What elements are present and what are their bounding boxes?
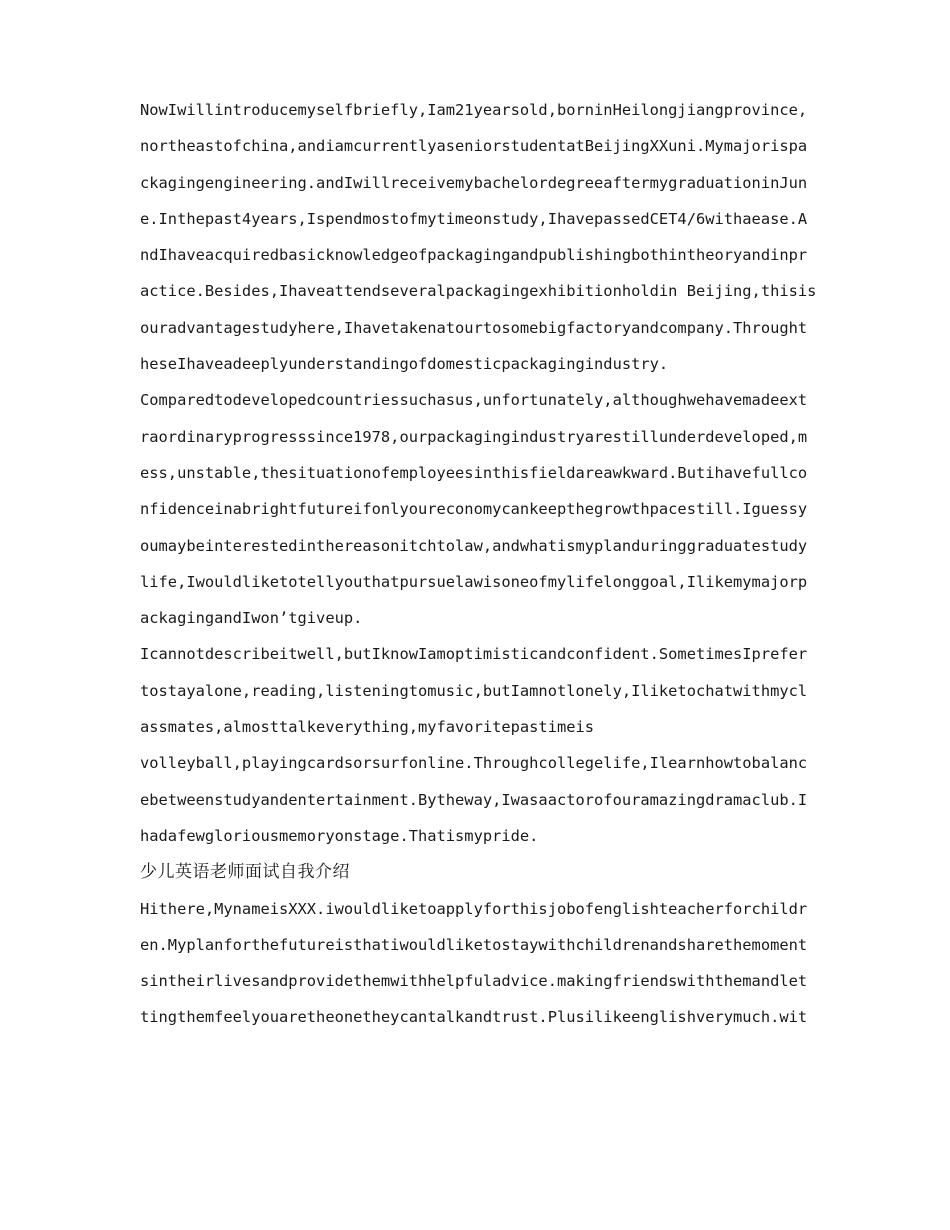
body-line: oumaybeinterestedinthereasonitchtolaw,andwhatismyplanduringgraduatestudy bbox=[140, 536, 808, 555]
body-line: tingthemfeelyouaretheonetheycantalkandtrust.Plusilikeenglishverymuch.wit bbox=[140, 1008, 808, 1027]
document-body bbox=[140, 92, 816, 1036]
body-line: ackagingandIwon’tgiveup. bbox=[140, 609, 363, 628]
body-line: hadafewgloriousmemoryonstage.Thatismypride. bbox=[140, 826, 539, 845]
body-line: tostayalone,reading,listeningtomusic,butIamnotlonely,Iliketochatwithmycl bbox=[140, 681, 808, 700]
body-line: Comparedtodevelopedcountriessuchasus,unfortunately,althoughwehavemadeext bbox=[140, 391, 808, 410]
body-line: Hithere,MynameisXXX.iwouldliketoapplyforthisjobofenglishteacherforchildr bbox=[140, 899, 808, 918]
body-line: northeastofchina,andiamcurrentlyaseniorstudentatBeijingXXuni.Mymajorispa bbox=[140, 137, 808, 156]
body-line: ouradvantagestudyhere,Ihavetakenatourtosomebigfactoryandcompany.Throught bbox=[140, 318, 808, 337]
section-heading: 少儿英语老师面试自我介绍 bbox=[140, 862, 350, 883]
body-line: NowIwillintroducemyselfbriefly,Iam21yearsold,borninHeilongjiangprovince, bbox=[140, 101, 808, 119]
body-line: e.Inthepast4years,Ispendmostofmytimeonstudy,IhavepassedCET4/6withaease.A bbox=[140, 209, 808, 228]
body-line: assmates,almosttalkeverything,myfavoritepastimeis bbox=[140, 718, 595, 737]
body-line: life,Iwouldliketotellyouthatpursuelawisoneofmylifelonggoal,Ilikemymajorp bbox=[140, 572, 808, 591]
body-line: Icannotdescribeitwell,butIknowIamoptimisticandconfident.SometimesIprefer bbox=[140, 645, 808, 664]
body-line: sintheirlivesandprovidethemwithhelpfuladvice.makingfriendswiththemandlet bbox=[140, 972, 808, 991]
body-line: ess,unstable,thesituationofemployeesinthisfieldareawkward.Butihavefullco bbox=[140, 463, 808, 482]
body-line: ckagingengineering.andIwillreceivemybachelordegreeaftermygraduationinJun bbox=[140, 173, 808, 192]
body-line: ebetweenstudyandentertainment.Bytheway,Iwasaactorofouramazingdramaclub.I bbox=[140, 790, 808, 809]
body-line: volleyball,playingcardsorsurfonline.Throughcollegelife,Ilearnhowtobalanc bbox=[140, 754, 808, 773]
body-line: ndIhaveacquiredbasicknowledgeofpackagingandpublishingbothintheoryandinpr bbox=[140, 246, 808, 265]
body-line: nfidenceinabrightfutureifonlyoureconomycankeepthegrowthpacestill.Iguessy bbox=[140, 500, 808, 519]
body-line: actice.Besides,Ihaveattendseveralpackagingexhibitionholdin Beijing,thisis bbox=[140, 282, 816, 301]
body-line: en.Myplanforthefutureisthatiwouldliketostaywithchildrenandsharethemoment bbox=[140, 935, 808, 954]
body-line: raordinaryprogresssince1978,ourpackagingindustryarestillunderdeveloped,m bbox=[140, 427, 808, 446]
body-line: heseIhaveadeeplyunderstandingofdomesticpackagingindustry. bbox=[140, 355, 669, 374]
